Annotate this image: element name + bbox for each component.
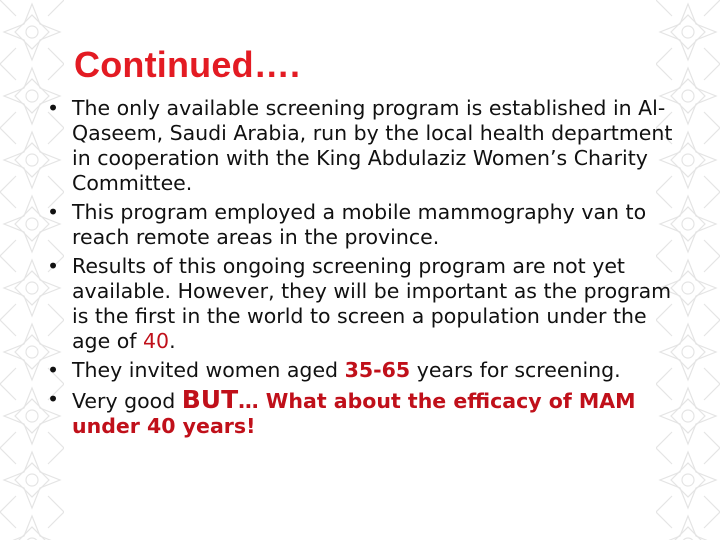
bullet-dot-icon: •	[46, 96, 60, 120]
bullet-text: Results of this ongoing screening program are not yet available. However, they will be important as the program is the first in the world to screen a population under the age of	[72, 254, 672, 353]
bullet-text: This program employed a mobile mammography van to reach remote areas in the province.	[72, 200, 647, 249]
slide-title: Continued….	[74, 44, 301, 85]
bullet-dot-icon: •	[46, 254, 60, 278]
bullet-list	[46, 96, 686, 443]
bullet-dot-icon: •	[46, 200, 60, 224]
bullet-item-4	[46, 358, 686, 383]
bullet-text-end: .	[169, 329, 176, 353]
bullet-item-3	[46, 254, 686, 354]
bullet-text: They invited women aged	[72, 358, 345, 382]
emphasis-but: BUT	[181, 385, 239, 414]
bullet-text-end: years for screening.	[410, 358, 621, 382]
bullet-item-5	[46, 387, 686, 439]
emphasis-ellipsis: …	[238, 389, 259, 413]
efficacy-question: What about the efficacy of MAM under 40 years!	[72, 389, 636, 438]
bullet-text: The only available screening program is established in Al-Qaseem, Saudi Arabia, run by the local health department in cooperation with the King Abdulaziz Women’s Charity Committee.	[72, 96, 673, 195]
highlight-age: 40	[142, 329, 170, 353]
highlight-age-range: 35-65	[344, 358, 411, 382]
bullet-item-2	[46, 200, 686, 250]
bullet-dot-icon: •	[46, 358, 60, 382]
bullet-text: Very good	[72, 389, 182, 413]
bullet-dot-icon: •	[46, 387, 60, 411]
bullet-item-1	[46, 96, 686, 196]
